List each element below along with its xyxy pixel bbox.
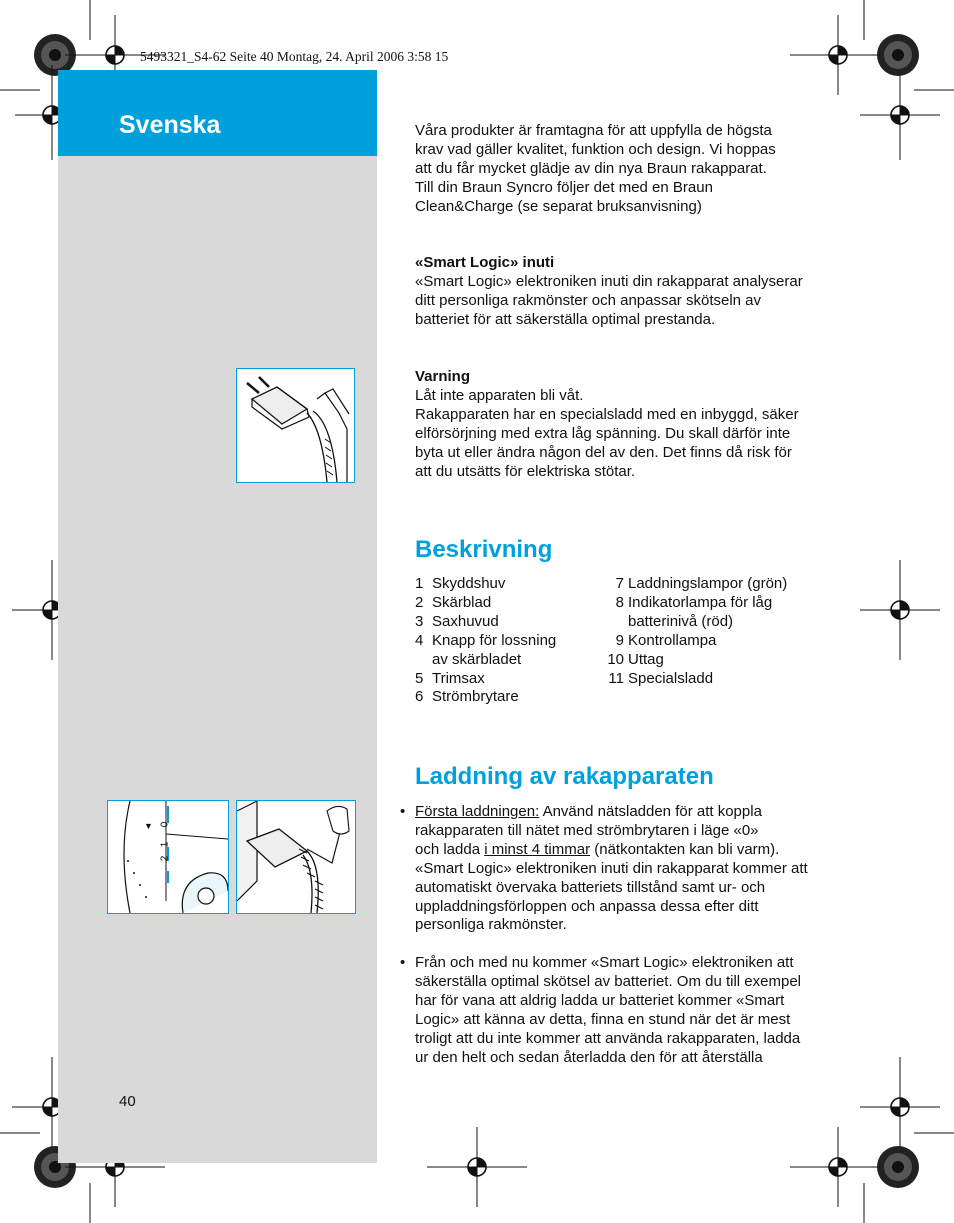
print-header: 5493321_S4-62 Seite 40 Montag, 24. April 2006 3:58 15 bbox=[140, 49, 449, 64]
plug-illustration bbox=[236, 368, 355, 483]
list-item bbox=[600, 651, 787, 670]
switch-illustration bbox=[107, 800, 229, 914]
list-item-number: 11 bbox=[608, 669, 624, 687]
intro-line: Clean&Charge (se separat bruksanvisning) bbox=[415, 197, 702, 215]
list-item-text: av skärbladet bbox=[432, 650, 522, 668]
list-item-number: 1 bbox=[415, 575, 424, 592]
bullet-2-line: ur den helt och sedan återladda den för att återställa bbox=[415, 1048, 763, 1066]
warning-line: att du utsätts för elektriska stötar. bbox=[415, 462, 636, 480]
list-item bbox=[415, 688, 556, 707]
bullet-1-line-3 bbox=[415, 841, 808, 860]
list-item-text: Laddningslampor (grön) bbox=[628, 575, 788, 592]
list-item bbox=[415, 632, 556, 651]
list-item-number: 8 bbox=[615, 593, 624, 611]
list-item-text: Kontrollampa bbox=[628, 631, 717, 649]
switch-arrow: ▼ bbox=[144, 821, 153, 831]
intro-line: Till din Braun Syncro följer det med en Braun bbox=[415, 178, 713, 196]
description-title: Beskrivning bbox=[415, 536, 553, 563]
switch-label-1: 1 bbox=[159, 841, 171, 848]
list-item bbox=[415, 651, 556, 670]
intro-paragraph bbox=[415, 122, 776, 217]
warning-section bbox=[415, 368, 799, 481]
warning-heading: Varning bbox=[415, 368, 471, 385]
intro-line: Våra produkter är framtagna för att uppfylla de högsta bbox=[415, 122, 772, 139]
charging-title: Laddning av rakapparaten bbox=[415, 763, 714, 790]
list-item-number bbox=[415, 651, 432, 670]
intro-line: att du får mycket glädje av din nya Braun rakapparat. bbox=[415, 159, 767, 177]
list-item bbox=[415, 670, 556, 689]
charging-bullet-1 bbox=[400, 803, 808, 935]
list-item-number: 6 bbox=[415, 688, 424, 706]
bullet-1-line-3-post: (nätkontakten kan bli varm). bbox=[590, 840, 780, 858]
intro-line: krav vad gäller kvalitet, funktion och design. Vi hoppas bbox=[415, 140, 776, 158]
bullet-2-line: har för vana att aldrig ladda ur batteriet kommer «Smart bbox=[415, 991, 785, 1009]
list-item-number bbox=[600, 613, 624, 632]
plug-drawing bbox=[237, 369, 354, 482]
list-item-number: 3 bbox=[415, 612, 424, 630]
list-item-text: Skyddshuv bbox=[432, 575, 506, 592]
list-item bbox=[600, 632, 787, 651]
smart-logic-heading: «Smart Logic» inuti bbox=[415, 254, 555, 271]
list-item-number: 4 bbox=[415, 631, 424, 649]
charging-bullet-2 bbox=[400, 954, 801, 1067]
list-item-number: 7 bbox=[615, 575, 624, 592]
list-item-text: Strömbrytare bbox=[432, 688, 519, 706]
page-number: 40 bbox=[119, 1093, 136, 1110]
bullet-2-line: troligt att du inte kommer att använda rakapparaten, ladda bbox=[415, 1029, 801, 1047]
bullet-1-line: uppladdningsförloppen och anpassa dessa efter ditt bbox=[415, 897, 759, 915]
list-item-number: 2 bbox=[415, 593, 424, 611]
smart-logic-line: «Smart Logic» elektroniken inuti din rakapparat analyserar bbox=[415, 272, 803, 290]
list-item-text: Knapp för lossning bbox=[432, 631, 557, 649]
bullet-1-line-1-rest: Använd nätsladden för att koppla bbox=[539, 803, 762, 820]
bullet-1-line: automatiskt övervaka batteriets tillstånd samt ur- och bbox=[415, 878, 766, 896]
list-item bbox=[415, 594, 556, 613]
bullet-2-line: Från och med nu kommer «Smart Logic» elektroniken att bbox=[415, 954, 794, 971]
list-item-text: Trimsax bbox=[432, 669, 485, 687]
list-item bbox=[600, 613, 787, 632]
list-item-text: Uttag bbox=[628, 650, 664, 668]
bullet-2-line: Logic» att känna av detta, finna en stund när det är mest bbox=[415, 1010, 791, 1028]
warning-line: elförsörjning med extra låg spänning. Du skall därför inte bbox=[415, 424, 791, 442]
bullet-icon: • bbox=[400, 954, 406, 971]
list-item-number: 9 bbox=[615, 631, 624, 649]
bullet-icon: • bbox=[400, 803, 406, 820]
list-item-text: Skärblad bbox=[432, 593, 492, 611]
charge-duration: i minst 4 timmar bbox=[484, 840, 591, 858]
smart-logic-line: batteriet för att säkerställa optimal prestanda. bbox=[415, 310, 716, 328]
list-item-text: Indikatorlampa för låg bbox=[628, 593, 773, 611]
list-item-number: 5 bbox=[415, 669, 424, 687]
list-item-text: Saxhuvud bbox=[432, 612, 499, 630]
warning-line: Rakapparaten har en specialsladd med en inbyggd, säker bbox=[415, 405, 799, 423]
sidebar bbox=[58, 70, 377, 1163]
first-charge-label: Första laddningen: bbox=[415, 803, 540, 820]
list-item bbox=[415, 613, 556, 632]
socket-drawing bbox=[237, 801, 355, 913]
list-item bbox=[600, 594, 787, 613]
socket-illustration bbox=[236, 800, 356, 914]
bullet-1-line-2: rakapparaten till nätet med strömbrytaren i läge «0» bbox=[415, 821, 759, 839]
smart-logic-line: ditt personliga rakmönster och anpassar skötseln av bbox=[415, 291, 762, 309]
list-item bbox=[600, 670, 787, 689]
list-item bbox=[600, 575, 787, 594]
switch-label-2: 2 bbox=[159, 855, 171, 862]
bullet-1-line-1 bbox=[415, 803, 808, 822]
warning-line: byta ut eller ändra någon del av den. Det finns då risk för bbox=[415, 443, 792, 461]
list-item bbox=[415, 575, 556, 594]
warning-line: Låt inte apparaten bli våt. bbox=[415, 386, 584, 404]
description-list-right bbox=[600, 575, 787, 688]
bullet-1-line: «Smart Logic» elektroniken inuti din rakapparat kommer att bbox=[415, 859, 808, 877]
bullet-2-line: säkerställa optimal skötsel av batteriet. Om du till exempel bbox=[415, 972, 801, 990]
switch-label-0: 0 bbox=[159, 821, 171, 828]
description-list-left bbox=[415, 575, 556, 707]
smart-logic-section bbox=[415, 254, 803, 330]
list-item-text: batterinivå (röd) bbox=[628, 612, 734, 630]
list-item-number: 10 bbox=[607, 650, 624, 668]
page-title: Svenska bbox=[119, 111, 221, 139]
bullet-1-line-3-pre: och ladda bbox=[415, 840, 485, 858]
bullet-1-line: personliga rakmönster. bbox=[415, 916, 567, 934]
list-item-text: Specialsladd bbox=[628, 669, 714, 687]
